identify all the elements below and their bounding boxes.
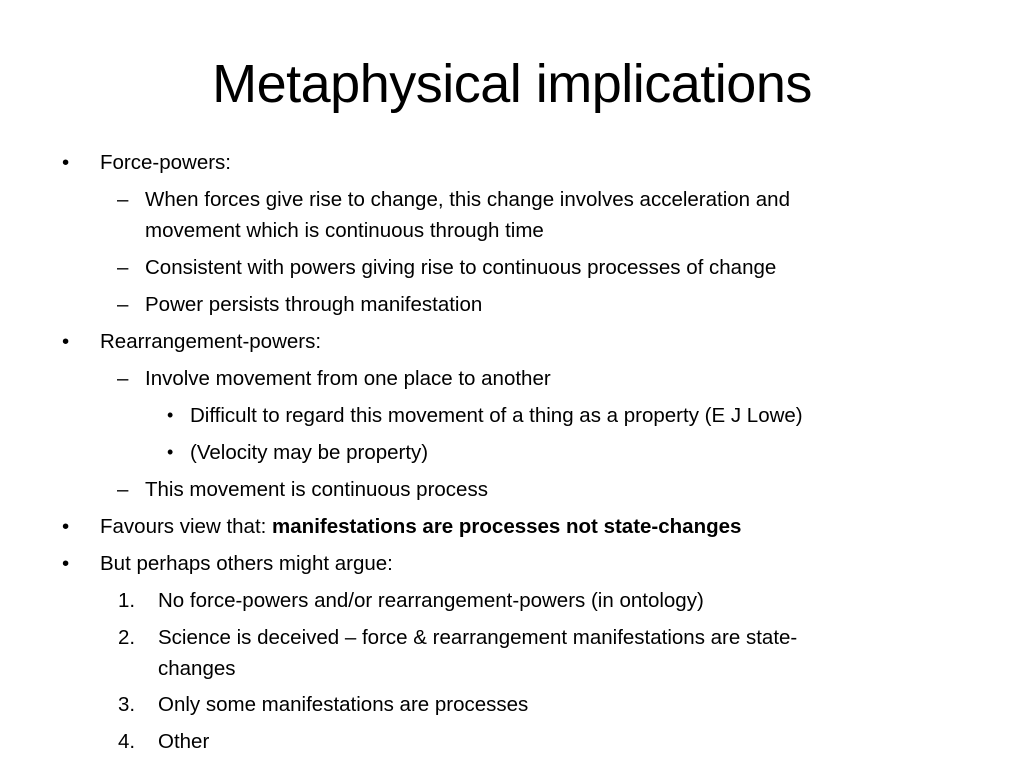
numbered-item-2-line1: Science is deceived – force & rearrangement manifestations are state- xyxy=(158,626,798,649)
slide-title: Metaphysical implications xyxy=(212,54,812,114)
bullet-marker: • xyxy=(62,151,70,174)
dash-marker: – xyxy=(117,293,129,316)
number-marker: 2. xyxy=(118,626,136,649)
dash-marker: – xyxy=(117,367,129,390)
bullet-force-powers: Force-powers: xyxy=(100,151,232,174)
numbered-item-4: Other xyxy=(158,730,210,753)
bullet-rearrangement-powers: Rearrangement-powers: xyxy=(100,330,322,353)
number-marker: 1. xyxy=(118,589,136,612)
sub-sub-bullet-lowe: Difficult to regard this movement of a thing as a property (E J Lowe) xyxy=(190,404,803,427)
number-marker: 3. xyxy=(118,693,136,716)
dash-marker: – xyxy=(117,256,129,279)
bullet-marker: • xyxy=(62,330,70,353)
bullet-but-perhaps: But perhaps others might argue: xyxy=(100,552,393,575)
dash-marker: – xyxy=(117,188,129,211)
favours-prefix: Favours view that: xyxy=(100,515,273,538)
bullet-marker: • xyxy=(62,552,70,575)
numbered-item-1: No force-powers and/or rearrangement-powers (in ontology) xyxy=(158,589,704,612)
sub-bullet-involve-movement: Involve movement from one place to another xyxy=(145,367,551,390)
bullet-marker: • xyxy=(62,515,70,538)
numbered-item-2-line2: changes xyxy=(158,657,236,680)
sub-sub-bullet-velocity: (Velocity may be property) xyxy=(190,441,429,464)
sub-bullet-forces-change-line2: movement which is continuous through time xyxy=(145,219,544,242)
bullet-favours xyxy=(100,511,741,542)
dash-marker: – xyxy=(117,478,129,501)
sub-bullet-continuous-process: This movement is continuous process xyxy=(145,478,488,501)
sub-bullet-forces-change-line1: When forces give rise to change, this change involves acceleration and xyxy=(145,188,790,211)
sub-bullet-persists: Power persists through manifestation xyxy=(145,293,483,316)
small-bullet-marker: • xyxy=(167,405,174,425)
favours-bold-text: manifestations are processes not state-changes xyxy=(272,515,742,538)
sub-bullet-consistent: Consistent with powers giving rise to continuous processes of change xyxy=(145,256,777,279)
number-marker: 4. xyxy=(118,730,136,753)
small-bullet-marker: • xyxy=(167,442,174,462)
numbered-item-3: Only some manifestations are processes xyxy=(158,693,529,716)
